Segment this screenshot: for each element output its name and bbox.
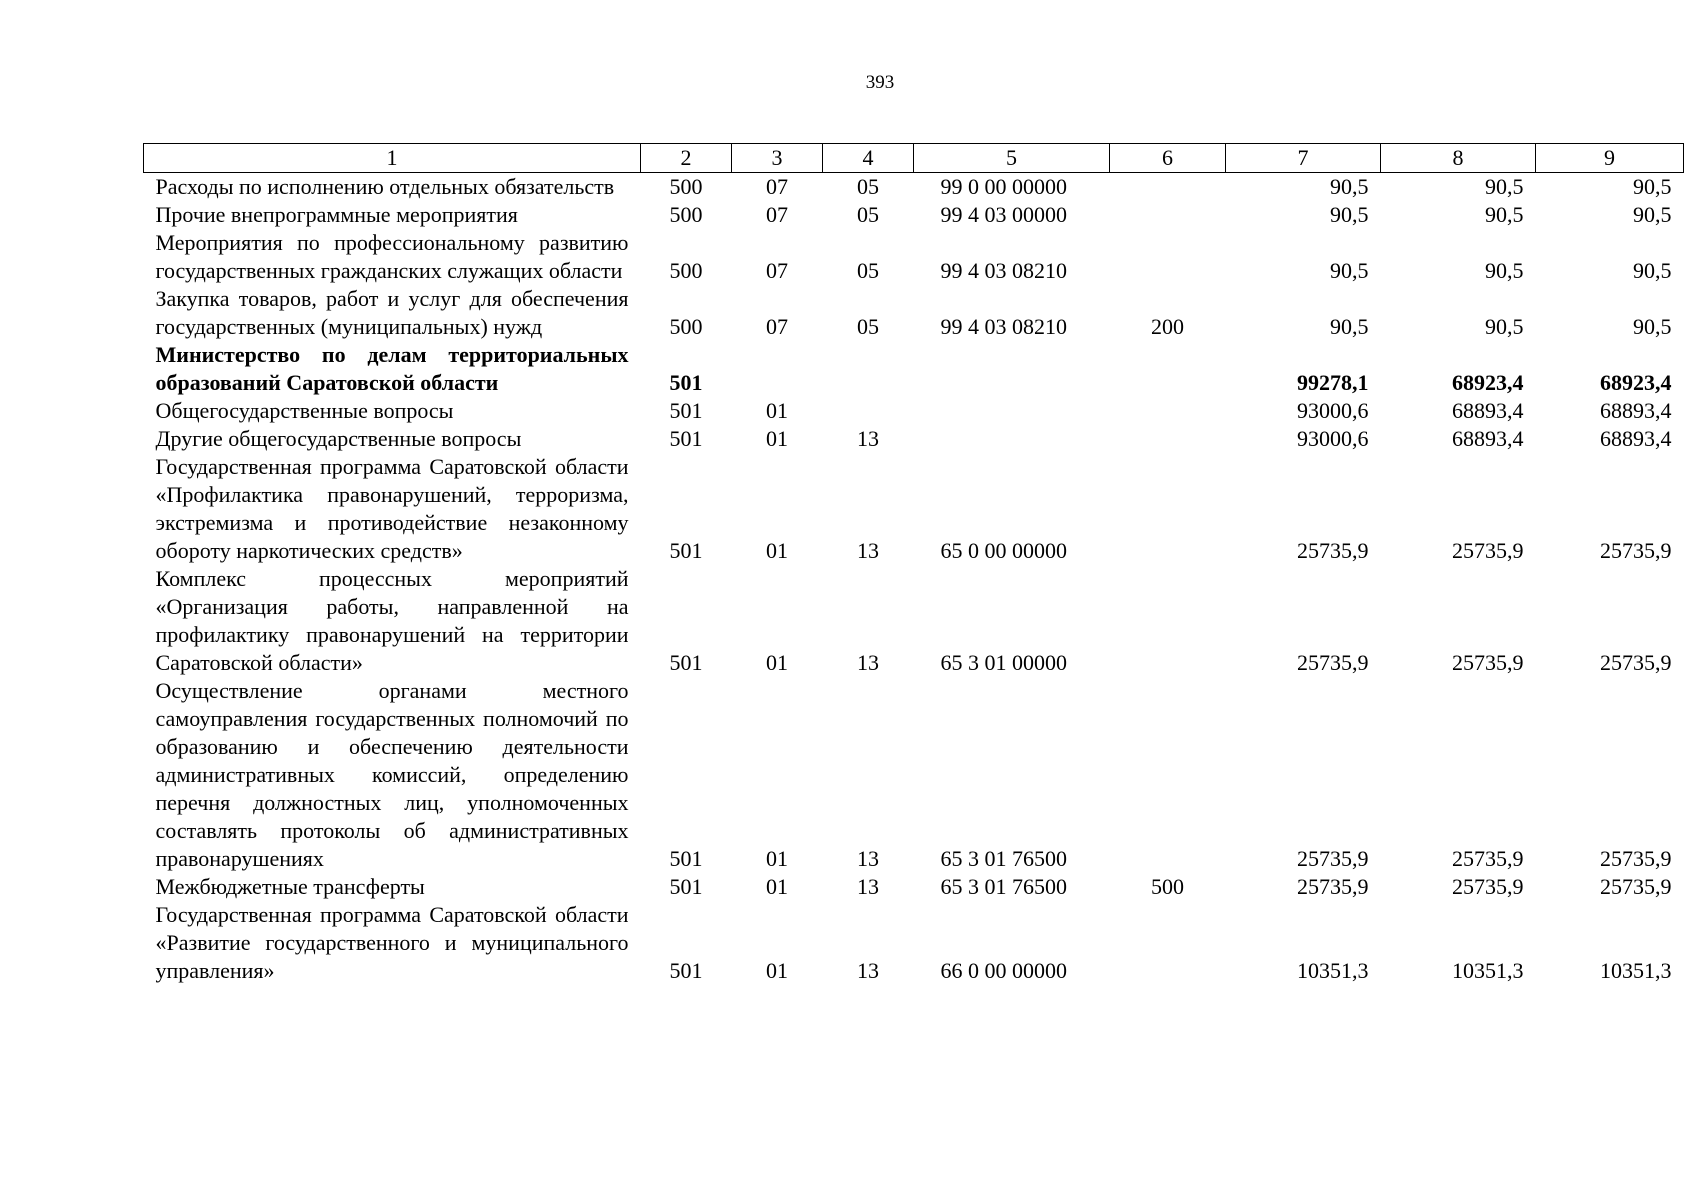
row-code-ministry: 500 [669,258,703,283]
row-value-col9: 25735,9 [1600,650,1672,675]
row-value-col7: 90,5 [1330,314,1369,339]
row-code-section: 01 [766,958,788,983]
row-value-col7: 25735,9 [1297,650,1369,675]
row-value-col7: 25735,9 [1297,874,1369,899]
row-value-col9: 25735,9 [1600,846,1672,871]
column-header: 5 [914,144,1110,173]
table-row [144,565,1684,677]
table-row [144,341,1684,397]
row-name: Прочие внепрограммные мероприятия [155,202,518,227]
row-code-expense-type: 500 [1151,874,1184,899]
page-number: 393 [865,72,895,93]
table-header [144,144,1684,173]
row-code-target: 65 0 00 00000 [940,538,1067,563]
row-code-ministry: 500 [669,202,703,227]
row-value-col9: 90,5 [1633,314,1672,339]
column-header: 8 [1381,144,1536,173]
row-code-subsection: 05 [857,258,879,283]
table-row [144,453,1684,565]
row-code-ministry: 501 [669,874,703,899]
row-code-section: 07 [766,174,788,199]
row-code-subsection: 05 [857,202,879,227]
row-code-target: 99 4 03 00000 [940,202,1067,227]
row-code-ministry: 501 [669,426,703,451]
row-value-col7: 25735,9 [1297,846,1369,871]
row-code-target: 66 0 00 00000 [940,958,1067,983]
row-value-col9: 25735,9 [1600,538,1672,563]
row-code-target: 65 3 01 76500 [940,846,1067,871]
row-code-ministry: 501 [669,370,703,395]
table-row [144,285,1684,341]
row-value-col8: 68893,4 [1452,398,1524,423]
row-code-target: 99 4 03 08210 [940,258,1067,283]
row-code-subsection: 05 [857,174,879,199]
table-body [144,173,1684,986]
row-value-col7: 10351,3 [1297,958,1369,983]
row-code-target: 99 4 03 08210 [940,314,1067,339]
row-name: Министерство по делам территориальных образований Саратовской области [155,342,629,395]
row-code-subsection: 13 [857,538,879,563]
row-name: Мероприятия по профессиональному развитию государственных гражданских служащих области [155,230,629,283]
row-code-expense-type [1110,453,1226,565]
row-code-expense-type [1110,173,1226,202]
table-row [144,873,1684,901]
row-code-subsection [823,397,914,425]
row-name: Другие общегосударственные вопросы [155,426,522,451]
row-value-col8: 25735,9 [1452,874,1524,899]
table-row [144,229,1684,285]
row-value-col7: 93000,6 [1297,398,1369,423]
row-code-subsection [823,341,914,397]
row-code-expense-type [1110,425,1226,453]
row-name: Расходы по исполнению отдельных обязательств [155,174,615,199]
row-value-col8: 90,5 [1485,202,1524,227]
table-row [144,201,1684,229]
row-name: Государственная программа Саратовской области «Развитие государственного и муниципального управления» [155,902,629,983]
row-code-section [732,341,823,397]
row-value-col8: 90,5 [1485,258,1524,283]
column-header: 9 [1536,144,1684,173]
row-value-col8: 25735,9 [1452,650,1524,675]
row-code-section: 01 [766,874,788,899]
row-value-col8: 90,5 [1485,314,1524,339]
row-value-col9: 68893,4 [1600,426,1672,451]
row-name: Межбюджетные трансферты [155,874,425,899]
row-code-expense-type [1110,397,1226,425]
table-row [144,425,1684,453]
row-name: Государственная программа Саратовской области «Профилактика правонарушений, терроризма, экстремизма и противодействие незаконному обороту наркотических средств» [155,454,629,563]
row-value-col7: 90,5 [1330,202,1369,227]
table-row [144,901,1684,985]
column-number-row [144,144,1684,173]
row-code-expense-type [1110,341,1226,397]
row-value-col7: 90,5 [1330,174,1369,199]
row-code-expense-type [1110,565,1226,677]
row-value-col9: 68923,4 [1600,370,1672,395]
column-header: 2 [641,144,732,173]
row-code-expense-type [1110,229,1226,285]
row-value-col8: 25735,9 [1452,538,1524,563]
row-value-col8: 90,5 [1485,174,1524,199]
row-code-ministry: 500 [669,174,703,199]
row-code-target [914,341,1110,397]
row-name: Комплекс процессных мероприятий «Организация работы, направленной на профилактику правонарушений на территории Саратовской области» [155,566,629,675]
row-code-expense-type: 200 [1151,314,1184,339]
row-value-col8: 68923,4 [1452,370,1524,395]
row-value-col7: 99278,1 [1297,370,1369,395]
row-code-target: 65 3 01 00000 [940,650,1067,675]
row-code-target: 99 0 00 00000 [940,174,1067,199]
row-code-subsection: 13 [857,958,879,983]
row-code-subsection: 05 [857,314,879,339]
row-code-ministry: 501 [669,538,703,563]
table-row [144,677,1684,873]
row-name: Осуществление органами местного самоуправления государственных полномочий по образованию и обеспечению деятельности административных комиссий, определению перечня должностных лиц, уполномоченных составлять протоколы об административных правонарушениях [155,678,629,871]
row-value-col9: 90,5 [1633,202,1672,227]
row-code-subsection: 13 [857,426,879,451]
row-code-target [914,397,1110,425]
row-value-col8: 25735,9 [1452,846,1524,871]
row-code-section: 07 [766,258,788,283]
row-code-subsection: 13 [857,650,879,675]
table-row [144,397,1684,425]
row-value-col9: 25735,9 [1600,874,1672,899]
row-code-expense-type [1110,677,1226,873]
column-header: 1 [144,144,641,173]
column-header: 7 [1226,144,1381,173]
row-value-col9: 68893,4 [1600,398,1672,423]
row-value-col8: 10351,3 [1452,958,1524,983]
row-name: Закупка товаров, работ и услуг для обеспечения государственных (муниципальных) нужд [155,286,629,339]
row-value-col7: 25735,9 [1297,538,1369,563]
row-code-ministry: 500 [669,314,703,339]
row-code-ministry: 501 [669,846,703,871]
row-code-target [914,425,1110,453]
row-code-section: 01 [766,846,788,871]
row-value-col9: 10351,3 [1600,958,1672,983]
row-code-subsection: 13 [857,846,879,871]
row-code-target: 65 3 01 76500 [940,874,1067,899]
row-code-section: 07 [766,202,788,227]
row-code-section: 01 [766,426,788,451]
table-row [144,173,1684,202]
row-code-ministry: 501 [669,650,703,675]
row-value-col7: 90,5 [1330,258,1369,283]
column-header: 4 [823,144,914,173]
row-value-col8: 68893,4 [1452,426,1524,451]
column-header: 3 [732,144,823,173]
column-header: 6 [1110,144,1226,173]
row-value-col9: 90,5 [1633,174,1672,199]
row-code-section: 01 [766,538,788,563]
row-code-subsection: 13 [857,874,879,899]
row-name: Общегосударственные вопросы [155,398,454,423]
row-code-ministry: 501 [669,958,703,983]
row-code-expense-type [1110,201,1226,229]
budget-table [143,143,1684,985]
row-code-ministry: 501 [669,398,703,423]
row-value-col7: 93000,6 [1297,426,1369,451]
row-code-section: 01 [766,650,788,675]
row-code-section: 01 [766,398,788,423]
row-value-col9: 90,5 [1633,258,1672,283]
row-code-expense-type [1110,901,1226,985]
row-code-section: 07 [766,314,788,339]
